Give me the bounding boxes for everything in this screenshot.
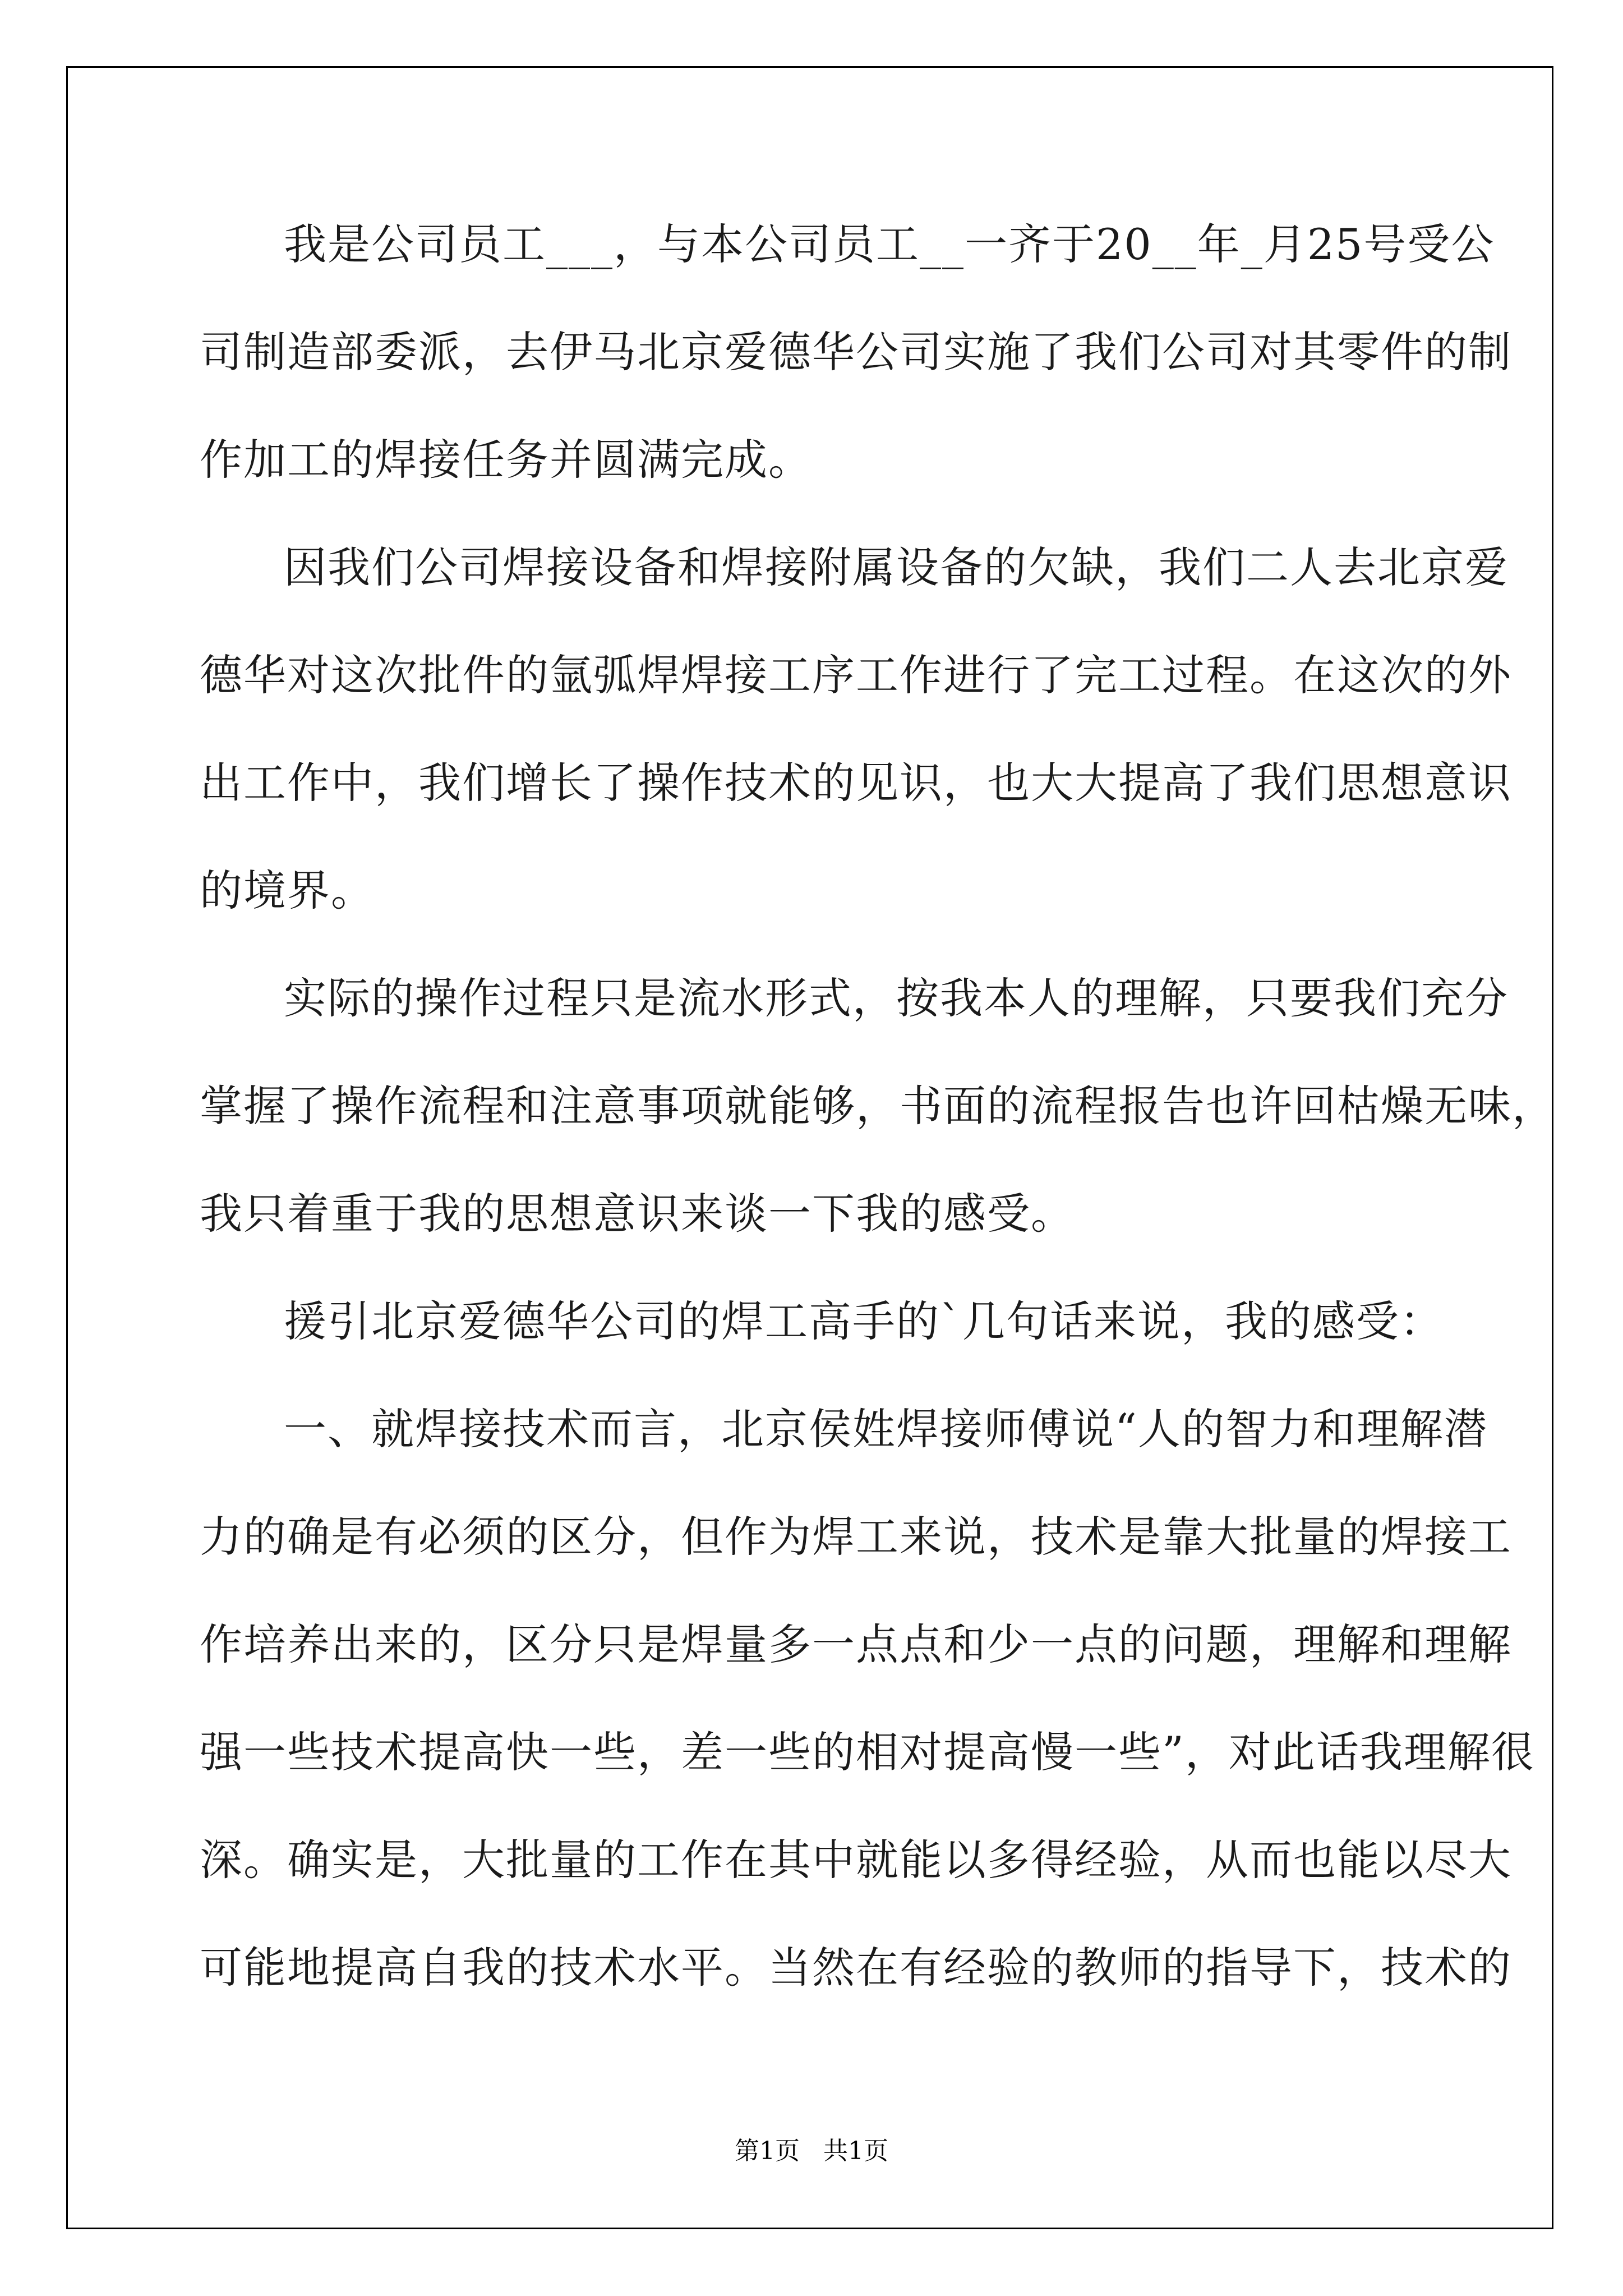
paragraph-5-line-3: 作培养出来的，区分只是焊量多一点点和少一点的问题，理解和理解 — [200, 1619, 1512, 1669]
paragraph-3-line-2: 掌握了操作流程和注意事项就能够，书面的流程报告也许回枯燥无味， — [200, 1081, 1556, 1131]
paragraph-4-line-1: 援引北京爱德华公司的焊工高手的`几句话来说，我的感受： — [284, 1296, 1444, 1346]
paragraph-2-line-2: 德华对这次批件的氩弧焊焊接工序工作进行了完工过程。在这次的外 — [200, 650, 1512, 700]
paragraph-3-line-3: 我只着重于我的思想意识来谈一下我的感受。 — [200, 1189, 1075, 1239]
paragraph-5-line-5: 深。确实是，大批量的工作在其中就能以多得经验，从而也能以尽大 — [200, 1835, 1512, 1885]
paragraph-2-line-4: 的境界。 — [200, 866, 375, 915]
paragraph-5-line-6: 可能地提高自我的技术水平。当然在有经验的教师的指导下，技术的 — [200, 1943, 1512, 1993]
paragraph-1-line-3: 作加工的焊接任务并圆满完成。 — [200, 435, 812, 485]
paragraph-5-line-1: 一、就焊接技术而言，北京侯姓焊接师傅说“人的智力和理解潜 — [284, 1404, 1488, 1454]
paragraph-1-line-1: 我是公司员工___，与本公司员工__一齐于20__年_月25号受公 — [284, 219, 1495, 269]
paragraph-3-line-1: 实际的操作过程只是流水形式，按我本人的理解，只要我们充分 — [284, 973, 1509, 1023]
paragraph-5-line-2: 力的确是有必须的区分，但作为焊工来说，技术是靠大批量的焊接工 — [200, 1512, 1512, 1562]
paragraph-2-line-3: 出工作中，我们增长了操作技术的见识，也大大提高了我们思想意识 — [200, 758, 1512, 808]
paragraph-1-line-2: 司制造部委派，去伊马北京爱德华公司实施了我们公司对其零件的制 — [200, 327, 1512, 377]
paragraph-2-line-1: 因我们公司焊接设备和焊接附属设备的欠缺，我们二人去北京爱 — [284, 542, 1509, 592]
page-footer: 第1页 共1页 — [735, 2137, 888, 2165]
paragraph-5-line-4: 强一些技术提高快一些，差一些的相对提高慢一些”，对此话我理解很 — [200, 1727, 1535, 1777]
page-border — [66, 66, 1553, 2229]
